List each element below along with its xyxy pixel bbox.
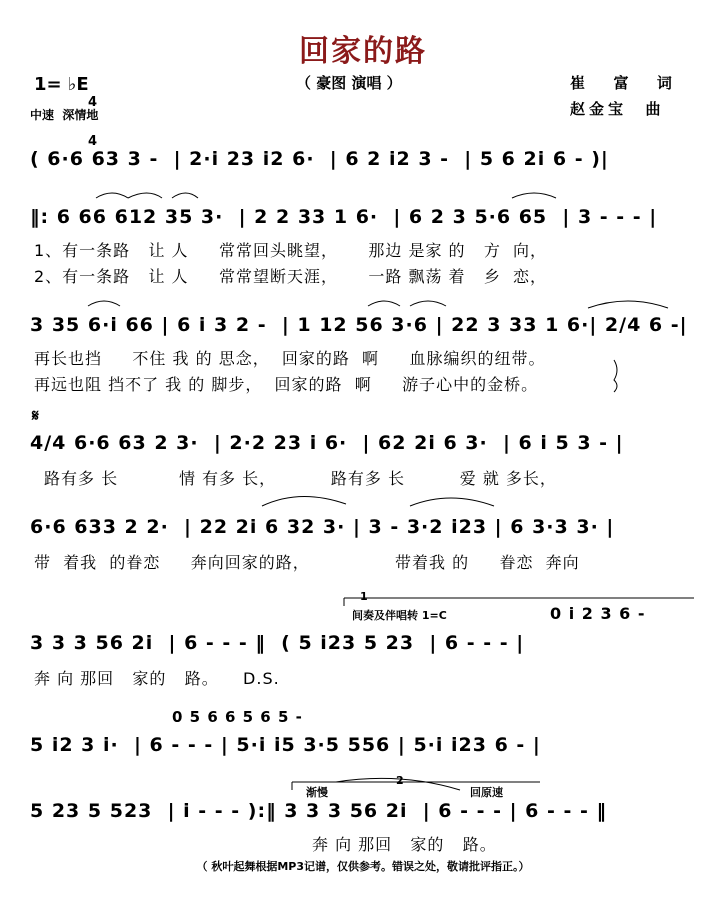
notation-row-6: 3 3 3 56 2i | 6 - - - ‖ ( 5 i23 5 23 | 6 - - - | bbox=[30, 632, 525, 654]
slur-arc bbox=[172, 193, 198, 198]
notation-row-3: 3 35 6·i 66 | 6 i 3 2 - | 1 12 56 3·6 | 22 3 33 1 6·| 2/4 6 -| bbox=[30, 314, 688, 336]
ritardando-mark: 渐慢 bbox=[306, 786, 328, 799]
verse-brace bbox=[614, 360, 617, 392]
notation-row-1: ( 6·6 63 3 - | 2·i 23 i2 6· | 6 2 i2 3 - | 5 6 2i 6 - )| bbox=[30, 148, 609, 170]
key-signature: 1= ♭E bbox=[34, 74, 89, 95]
lyric-row-3-verse-2: 再远也阻 挡不了 我 的 脚步， 回家的路 啊 游子心中的金桥。 bbox=[34, 375, 539, 394]
segno-sign: 𝄋 bbox=[32, 406, 39, 425]
lyric-row-8: 奔 向 那回 家的 路。 bbox=[312, 835, 497, 854]
lyric-row-3-verse-1: 再长也挡 不住 我 的 思念， 回家的路 啊 血脉编织的纽带。 bbox=[34, 349, 546, 368]
interlude-harmony: 0 i 2 3 6 - bbox=[550, 604, 646, 623]
composer-credit: 赵金宝 曲 bbox=[570, 100, 665, 118]
a-tempo-mark: 回原速 bbox=[470, 786, 503, 799]
volta-1-number: 1 bbox=[360, 590, 368, 603]
lyric-row-4: 路有多 长 情 有多 长， 路有多 长 爱 就 多长， bbox=[44, 469, 557, 488]
slur-arc bbox=[512, 193, 556, 198]
notation-row-7: 5 i2 3 i· | 6 - - - | 5·i i5 3·5 556 | 5·i i23 6 - | bbox=[30, 734, 541, 756]
slur-arc bbox=[368, 301, 400, 306]
slur-arc bbox=[410, 301, 446, 306]
lyric-row-2-verse-2: 2、有一条路 让 人 常常望断天涯， 一路 飘荡 着 乡 恋， bbox=[34, 267, 547, 286]
slur-arc bbox=[88, 301, 120, 306]
time-signature-top: 4 bbox=[88, 95, 98, 110]
slur-arc bbox=[410, 498, 494, 506]
lyric-row-5: 带 着我 的眷恋 奔向回家的路， 带着我 的 眷恋 奔向 bbox=[34, 553, 580, 572]
song-title: 回家的路 bbox=[299, 34, 427, 69]
notation-row-5: 6·6 633 2 2· | 22 2i 6 32 3· | 3 - 3·2 i23 | 6 3·3 3· | bbox=[30, 516, 615, 538]
notation-row-8: 5 23 5 523 | i - - - ):‖ 3 3 3 56 2i | 6 - - - | 6 - - - ‖ bbox=[30, 800, 607, 822]
lyric-row-6: 奔 向 那回 家的 路。 D.S. bbox=[34, 669, 280, 688]
slur-arc bbox=[96, 193, 128, 198]
lyric-row-2-verse-1: 1、有一条路 让 人 常常回头眺望， 那边 是家 的 方 向， bbox=[34, 241, 547, 260]
lyricist-credit: 崔 富 词 bbox=[570, 74, 678, 92]
interlude-label: 间奏及伴唱转 1=C bbox=[352, 609, 447, 622]
notation-row-4: 4/4 6·6 63 2 3· | 2·2 23 i 6· | 62 2i 6 3· | 6 i 5 3 - | bbox=[30, 432, 624, 454]
harmony-row-7: 0 5 6 6 5 6 5 - bbox=[172, 708, 303, 726]
slur-arc bbox=[262, 496, 346, 506]
tempo-marking: 中速 深情地 bbox=[30, 108, 99, 122]
notation-row-2: ‖: 6 66 612 35 3· | 2 2 33 1 6· | 6 2 3 5·6 65 | 3 - - - | bbox=[30, 206, 658, 228]
singer-label: （ 豪图 演唱 ） bbox=[296, 74, 402, 92]
time-signature-bottom: 4 bbox=[88, 134, 98, 149]
footnote: （ 秋叶起舞根据MP3记谱，仅供参考。错误之处，敬请批评指正。） bbox=[196, 860, 530, 873]
volta-2-number: 2 bbox=[396, 774, 404, 787]
slur-arc bbox=[588, 301, 668, 308]
slur-arc bbox=[128, 193, 162, 198]
